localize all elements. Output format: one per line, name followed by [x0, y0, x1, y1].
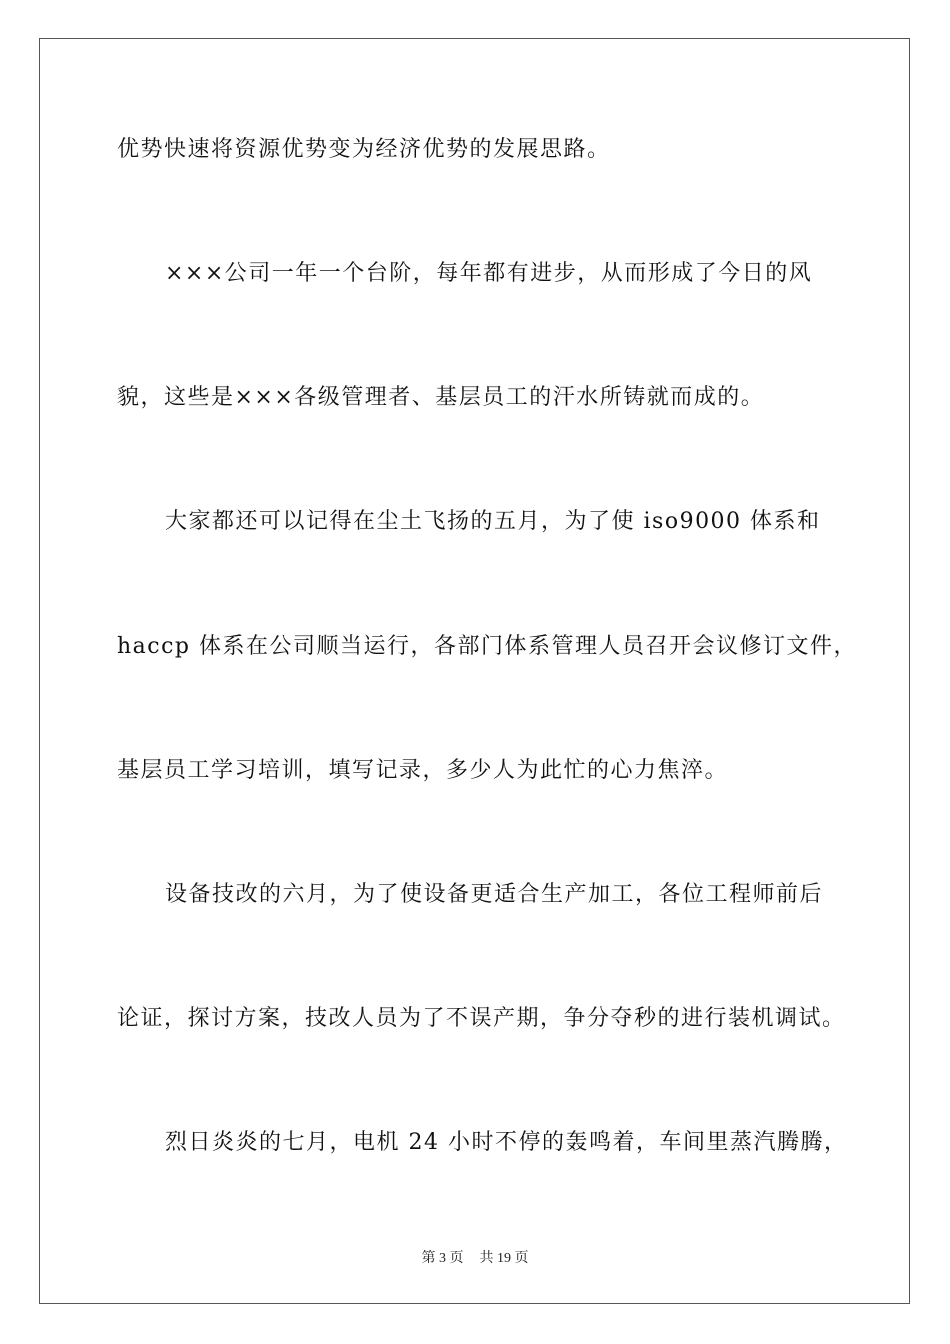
- paragraph-line: ×××公司一年一个台阶，每年都有进步，从而形成了今日的风: [165, 261, 813, 286]
- text-line: 基层员工学习培训，填写记录，多少人为此忙的心力焦淬。: [117, 758, 729, 783]
- page-border: [39, 38, 910, 1304]
- paragraph-line: 大家都还可以记得在尘土飞扬的五月，为了使 iso9000 体系和: [165, 509, 821, 534]
- text-line: 貌，这些是×××各级管理者、基层员工的汗水所铸就而成的。: [117, 385, 765, 410]
- text-line: 优势快速将资源优势变为经济优势的发展思路。: [117, 137, 611, 162]
- page-footer: [0, 1247, 950, 1267]
- page-number: 第 3 页: [421, 1251, 464, 1266]
- paragraph-line: 设备技改的六月，为了使设备更适合生产加工，各位工程师前后: [165, 882, 824, 907]
- page-total: 共 19 页: [479, 1251, 529, 1266]
- text-line: 论证，探讨方案，技改人员为了不误产期，争分夺秒的进行装机调试。: [117, 1006, 846, 1031]
- paragraph-line: 烈日炎炎的七月，电机 24 小时不停的轰鸣着，车间里蒸汽腾腾，: [165, 1130, 848, 1155]
- text-line: haccp 体系在公司顺当运行，各部门体系管理人员召开会议修订文件，: [117, 634, 858, 659]
